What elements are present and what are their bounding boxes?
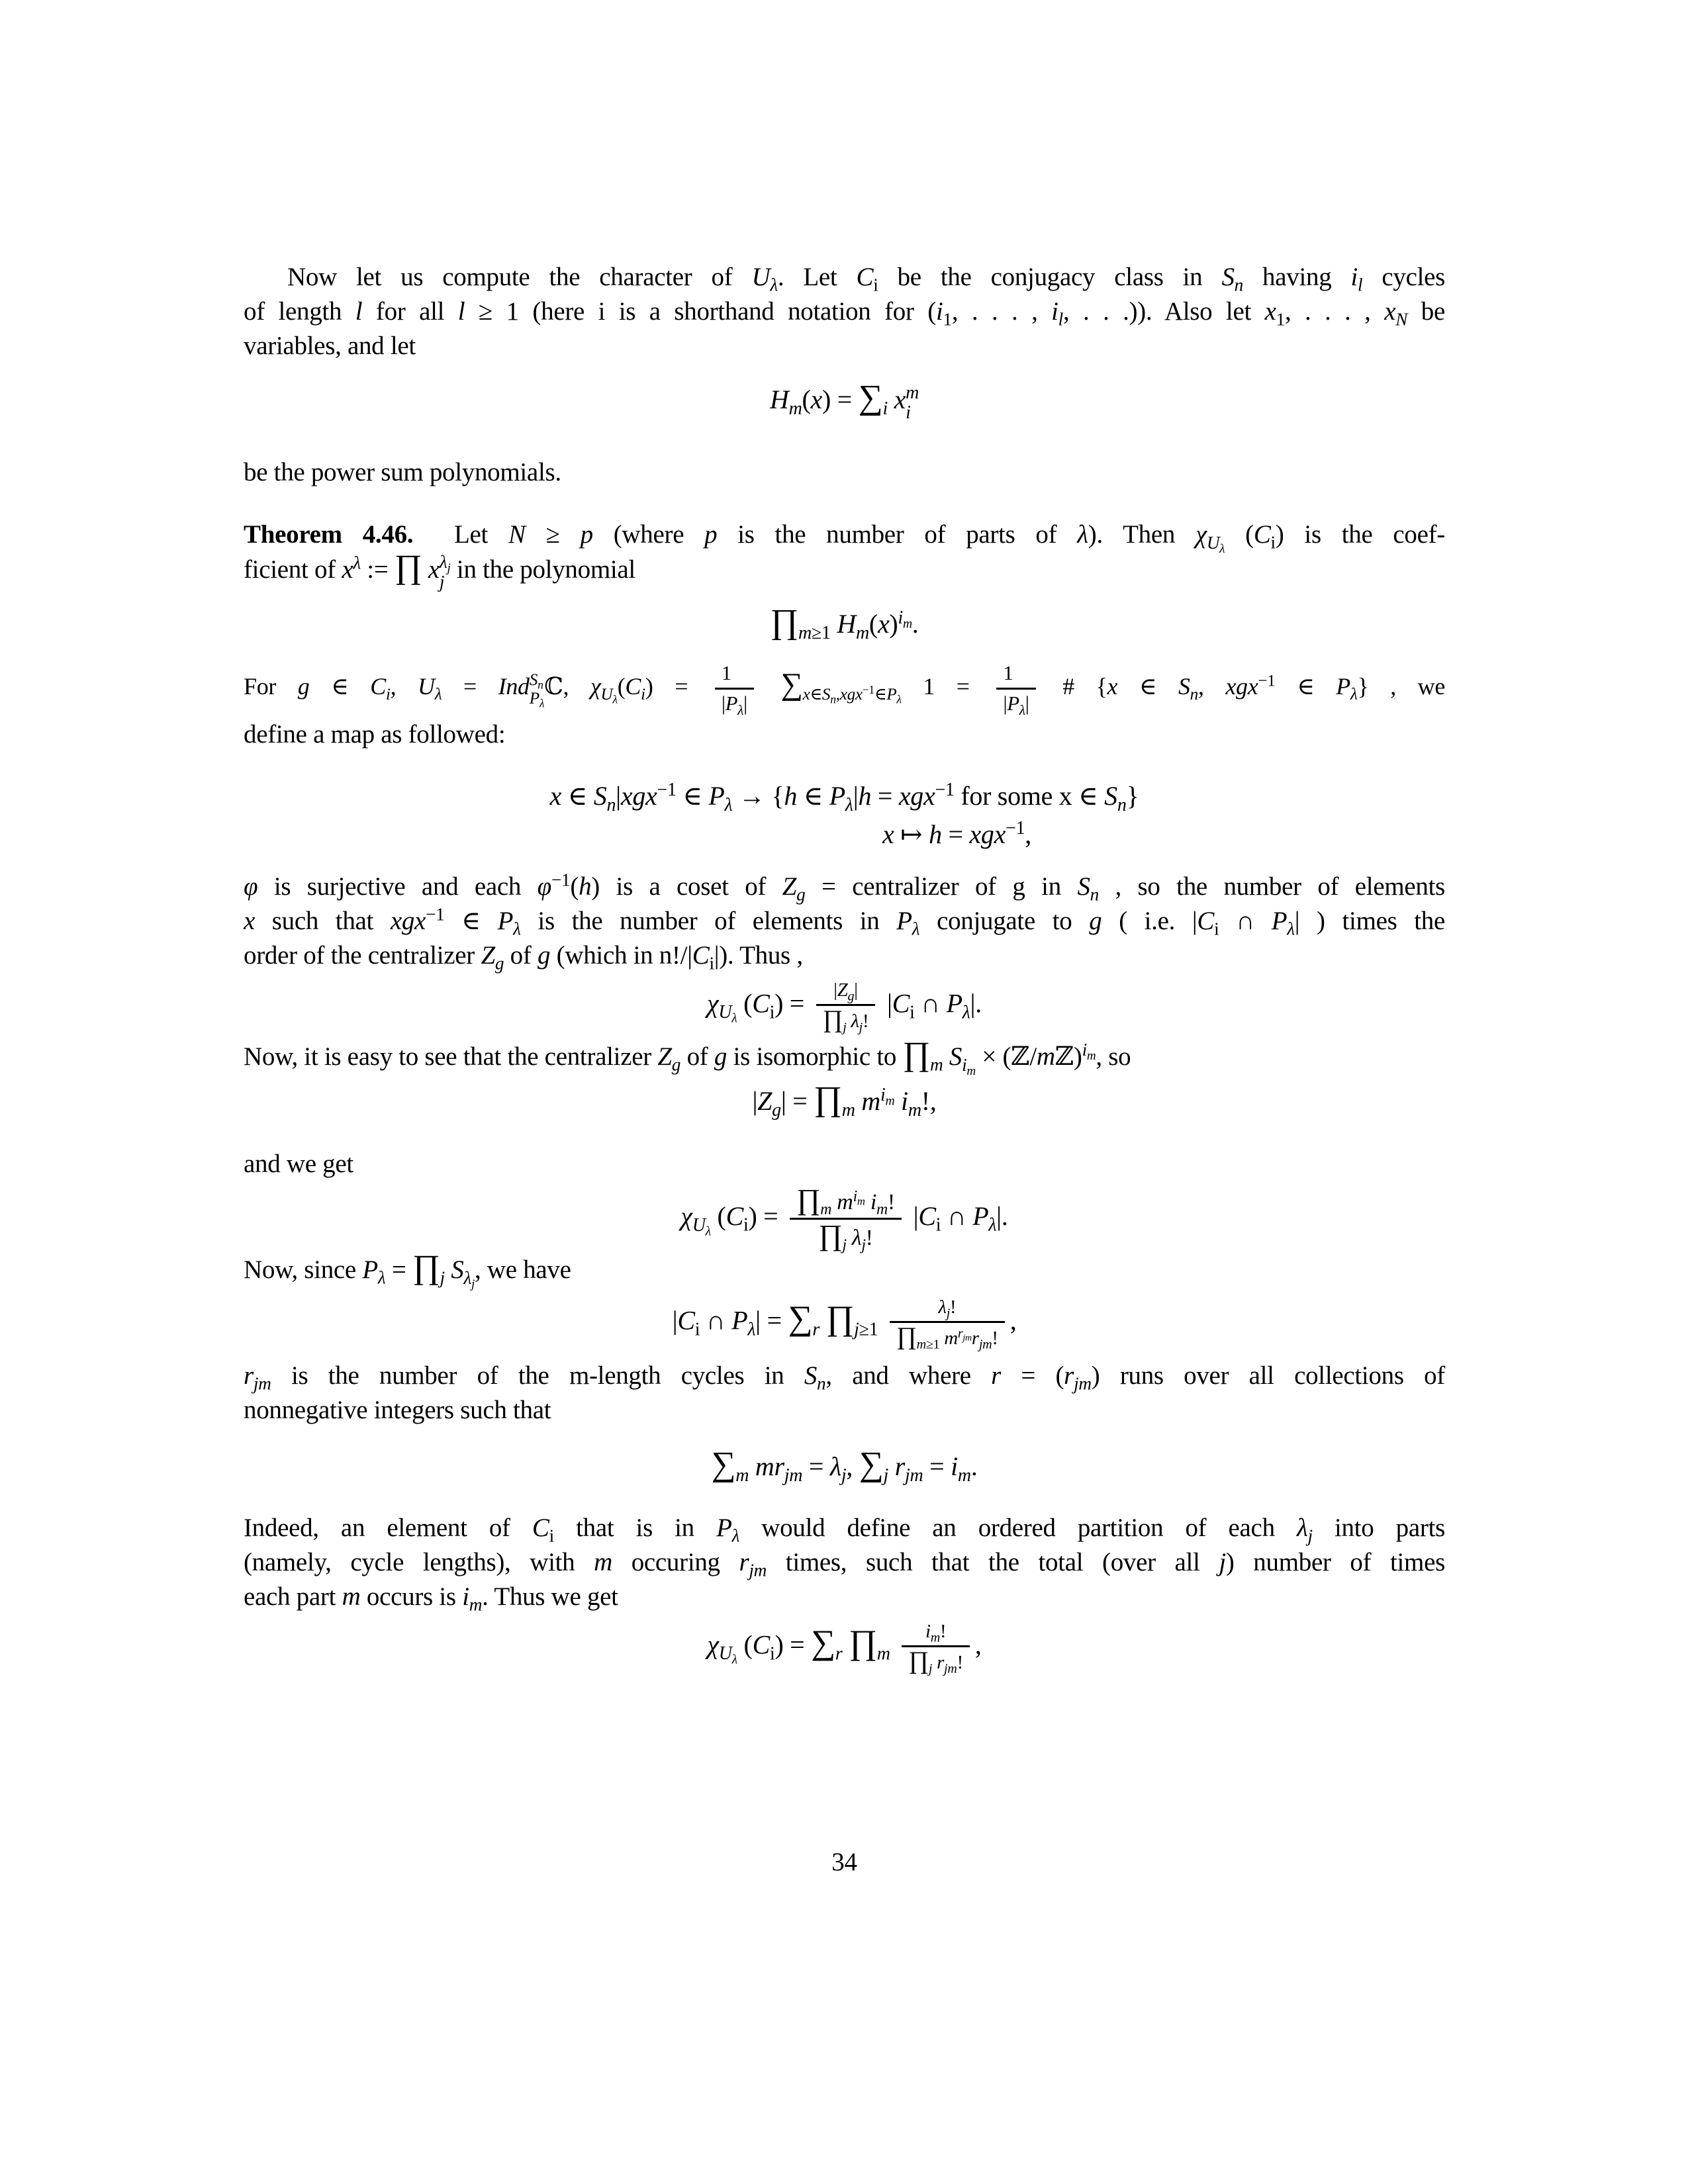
paragraph-induced-character	[244, 660, 1445, 751]
text-line: define a map as followed:	[244, 719, 506, 749]
text-line: variables, and let	[244, 332, 416, 360]
text-column	[244, 260, 1445, 1675]
text-line: ficient of $x^\lambda$ := ∏ x $\lambda_j$ j in the polynomial	[244, 548, 635, 592]
equation-line: x ↦ h = xgx$^{-1}$,	[882, 817, 1031, 849]
paragraph-power-sum-label	[244, 455, 1445, 490]
equation-chi-final: $\chi_{U_\lambda}$ $(C_i) = \sum_r$ $\prod_m$ $\frac{i_m!}{\prod_j r_{jm}!}$ ,	[707, 1621, 982, 1676]
text-line: Now, it is easy to see that the centralizer $Z_g$ of g is isomorphic to $\prod_m$ $S_{i_m}$ × (ℤ/mℤ)$^{i_m}$, so	[244, 1034, 1131, 1078]
paragraph-now-since	[244, 1248, 1445, 1291]
equation-zg-order: $|Z_g|$ = $\prod_m$ $m^{i_m}$ $i_m$!,	[752, 1079, 937, 1120]
equation-sum-constraints: $\sum_m$ $mr_{jm} = \lambda_j$, $\sum_j$ $r_{jm} = i_m$.	[711, 1445, 978, 1486]
paragraph-centralizer-isomorphic	[244, 1034, 1445, 1078]
theorem-4-46	[244, 518, 1445, 592]
equation-ci-intersect: $|C_i$ ∩ $P_\lambda| = \sum_r$ $\prod_{j\ge 1}$ $\frac{\lambda_j!}{\prod_{m\ge 1} m^{r_{jm}}r_{jm}!}$ ,	[672, 1296, 1017, 1352]
page-number: 34	[831, 1848, 857, 1876]
paragraph-and-we-get	[244, 1147, 1445, 1181]
text-line: x such that xgx$^{-1}$ ∈ $P_\lambda$ is the number of elements in $P_\lambda$ conjugate to g ( i.e. $|C_i$ ∩ $P_\lambda|$ ) times the	[244, 903, 1445, 939]
paragraph-rjm-definition	[244, 1359, 1445, 1428]
text-line: $r_{jm}$ is the number of the m-length cycles in $S_n$, and where $r = (r_{jm})$ runs over all collections of	[244, 1361, 1445, 1394]
equation-map-definition	[244, 777, 1445, 854]
text-line: Now, since $P_\lambda$ = $\prod_j$ $S_{\lambda_j}$, we have	[244, 1248, 571, 1291]
text-line: Now let us compute the character of $U_\lambda$. Let $C_i$ be the conjugacy class in $S_n$ having $i_l$ cycles	[287, 263, 1446, 295]
text-line: of length l for all l ≥ 1 (here i is a shorthand notation for ($i_1$, . . . , $i_l$, . . .)). Also let $x_1$, . . . , $x_N$ be	[244, 297, 1445, 330]
text-line: and we get	[244, 1149, 353, 1178]
equation-power-sum: $H_m(x) = \sum_i$ x m i	[769, 379, 919, 424]
equation-product-hm: $\prod_{m\ge 1}$ $H_m(x)^{i_m}$.	[770, 603, 919, 644]
paragraph-indeed	[244, 1511, 1445, 1614]
equation-line: x ∈ $S_n|xgx^{-1}$ ∈ $P_\lambda \to \{h$ ∈ $P_\lambda|h = xgx^{-1}$ for some x ∈ $S_n$}	[549, 779, 1139, 815]
text-line: For g ∈ $C_i$, $U_\lambda$ = Ind $S_n$ $P_\lambda$ ℂ, $\chi_{U_\lambda}(C_i)$ = $\frac{1}{|P_\lambda|}$ $\sum_{x\in S_n,xgx^{-1}\in P_\lambda}$ 1 = $\frac{1}{|P_\lambda|}$ # {x ∈ $S_n$, xgx$^{-1}$ ∈ $P_\lambda$} , we	[244, 662, 1445, 719]
text-line: φ is surjective and each $\varphi^{-1}(h)$ is a coset of $Z_g$ = centralizer of g in $S_n$ , so the number of elements	[244, 869, 1445, 905]
equation-chi-expanded: $\chi_{U_\lambda}$ $(C_i)$ = $\frac{\prod_m m^{i_m} i_m!}{\prod_j \lambda_j!}$ $|C_i$ ∩ $P_\lambda|$.	[680, 1183, 1008, 1254]
text-line: order of the centralizer $Z_g$ of g (which in $n!/|C_i|$). Thus ,	[244, 940, 803, 974]
text-line: Indeed, an element of $C_i$ that is in $P_\lambda$ would define an ordered partition of each $\lambda_j$ into parts	[244, 1514, 1445, 1546]
text-line: nonnegative integers such that	[244, 1396, 551, 1425]
paragraph-intro	[244, 260, 1445, 363]
paragraph-surjective	[244, 870, 1445, 973]
text-line: be the power sum polynomials.	[244, 458, 561, 487]
text-line: each part m occurs is $i_m$. Thus we get	[244, 1582, 618, 1615]
theorem-heading-line: Theorem 4.46. Let N ≥ p (where p is the number of parts of λ). Then $\chi_{U_\lambda}$ $(C_i)$ is the coef-	[244, 520, 1445, 557]
text-line: (namely, cycle lengths), with m occuring $r_{jm}$ times, such that the total (over all j) number of times	[244, 1548, 1445, 1580]
equation-chi-zg: $\chi_{U_\lambda}$ $(C_i)$ = $\frac{|Z_g|}{\prod_j \lambda_j!}$ $|C_i$ ∩ $P_\lambda|$.	[707, 979, 982, 1035]
